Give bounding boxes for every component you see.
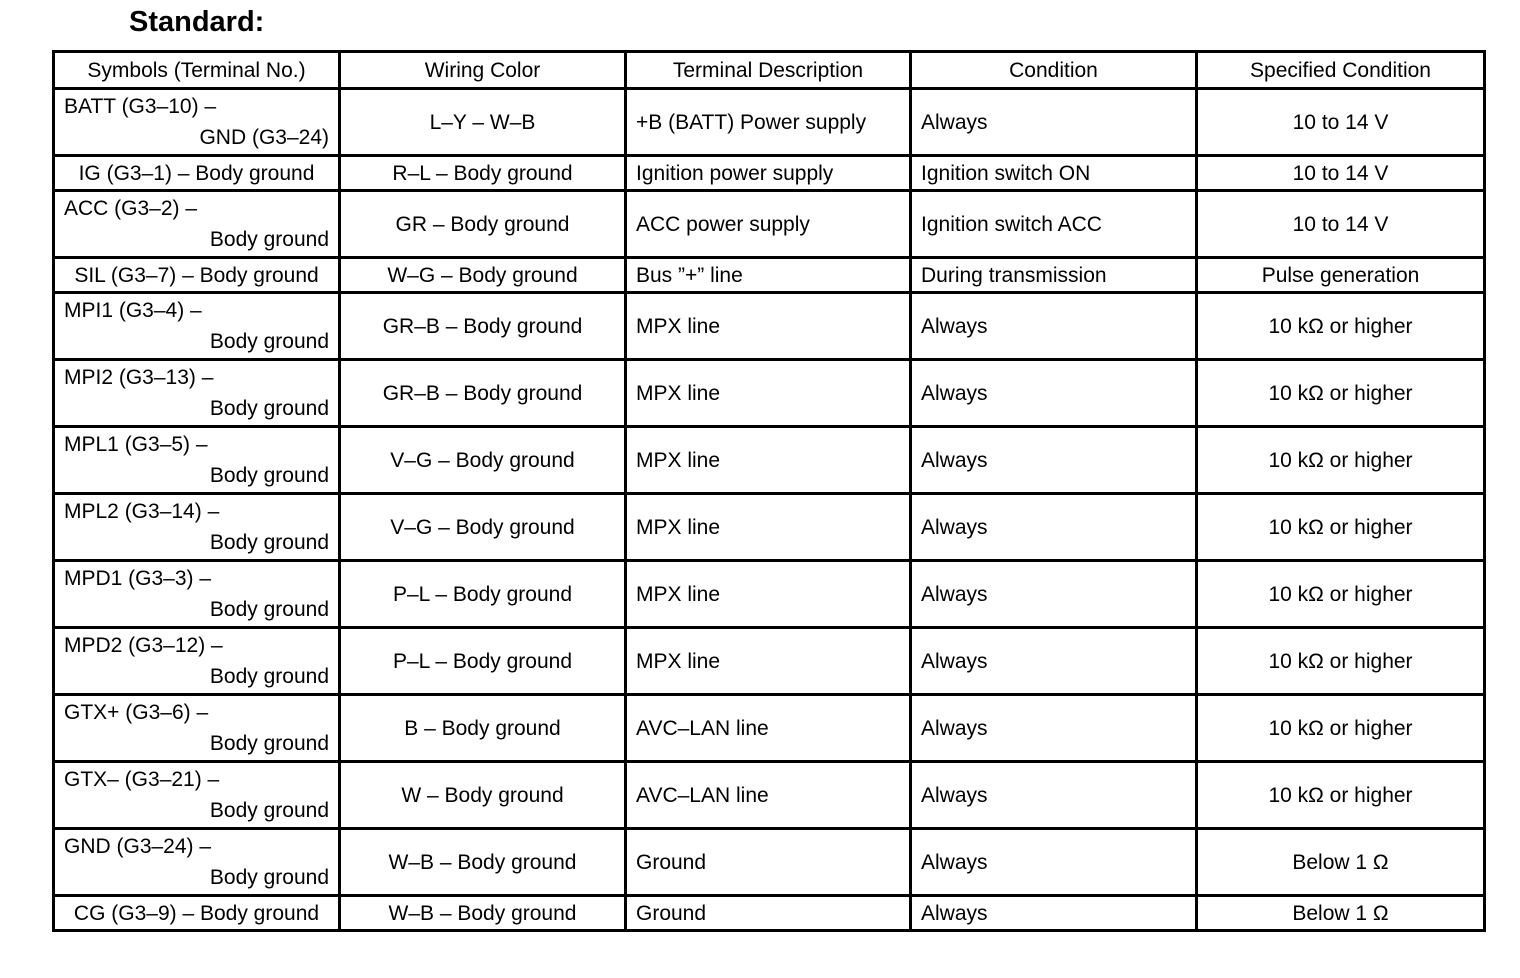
table-row	[54, 89, 1485, 156]
cell-specified-condition: 10 kΩ or higher	[1197, 360, 1485, 427]
cell-symbol	[54, 360, 340, 427]
cell-terminal-description: MPX line	[626, 628, 911, 695]
cell-specified-condition: 10 kΩ or higher	[1197, 628, 1485, 695]
cell-specified-condition: Pulse generation	[1197, 258, 1485, 293]
cell-terminal-description: Ground	[626, 896, 911, 931]
symbol-line-2: Body ground	[209, 598, 329, 621]
cell-wiring-color: W–G – Body ground	[340, 258, 626, 293]
cell-condition: Ignition switch ON	[911, 156, 1197, 191]
cell-wiring-color: GR–B – Body ground	[340, 293, 626, 360]
cell-condition: Always	[911, 293, 1197, 360]
cell-symbol	[54, 191, 340, 258]
symbol-line-1: MPI2 (G3–13) –	[64, 366, 214, 389]
page-title: Standard:	[129, 6, 265, 38]
symbol-line-1: ACC (G3–2) –	[64, 197, 198, 220]
symbol-line-1: MPD2 (G3–12) –	[64, 634, 223, 657]
symbol-line-2: GND (G3–24)	[199, 126, 329, 149]
table-header-row	[54, 52, 1485, 89]
cell-symbol	[54, 258, 340, 293]
cell-condition: Always	[911, 896, 1197, 931]
symbol-line-2: Body ground	[209, 464, 329, 487]
symbol-line-1: GTX– (G3–21) –	[64, 768, 220, 791]
table-row	[54, 191, 1485, 258]
cell-terminal-description: MPX line	[626, 561, 911, 628]
cell-wiring-color: B – Body ground	[340, 695, 626, 762]
symbol-line-2: Body ground	[209, 732, 329, 755]
table-row	[54, 695, 1485, 762]
table-row	[54, 628, 1485, 695]
cell-wiring-color: V–G – Body ground	[340, 427, 626, 494]
cell-condition: Always	[911, 494, 1197, 561]
cell-condition: Always	[911, 829, 1197, 896]
cell-specified-condition: 10 kΩ or higher	[1197, 561, 1485, 628]
cell-symbol	[54, 829, 340, 896]
cell-condition: Always	[911, 628, 1197, 695]
cell-symbol	[54, 695, 340, 762]
column-header-specified-condition: Specified Condition	[1197, 52, 1485, 89]
cell-terminal-description: MPX line	[626, 360, 911, 427]
cell-symbol	[54, 156, 340, 191]
table-row	[54, 293, 1485, 360]
cell-terminal-description: MPX line	[626, 494, 911, 561]
cell-terminal-description: Bus ”+” line	[626, 258, 911, 293]
cell-wiring-color: W – Body ground	[340, 762, 626, 829]
symbol-line-2: Body ground	[209, 397, 329, 420]
cell-wiring-color: GR–B – Body ground	[340, 360, 626, 427]
cell-wiring-color: V–G – Body ground	[340, 494, 626, 561]
table-row	[54, 494, 1485, 561]
table-row	[54, 156, 1485, 191]
cell-specified-condition: 10 kΩ or higher	[1197, 427, 1485, 494]
cell-terminal-description: MPX line	[626, 427, 911, 494]
cell-condition: Ignition switch ACC	[911, 191, 1197, 258]
cell-condition: Always	[911, 762, 1197, 829]
symbol-line-1: MPL2 (G3–14) –	[64, 500, 220, 523]
cell-condition: Always	[911, 360, 1197, 427]
column-header-symbols: Symbols (Terminal No.)	[54, 52, 340, 89]
table-row	[54, 896, 1485, 931]
table-row	[54, 829, 1485, 896]
cell-condition: Always	[911, 561, 1197, 628]
cell-terminal-description: ACC power supply	[626, 191, 911, 258]
cell-symbol	[54, 628, 340, 695]
cell-wiring-color: W–B – Body ground	[340, 829, 626, 896]
cell-symbol	[54, 494, 340, 561]
cell-terminal-description: Ignition power supply	[626, 156, 911, 191]
cell-wiring-color: W–B – Body ground	[340, 896, 626, 931]
cell-condition: Always	[911, 695, 1197, 762]
symbol-line-1: SIL (G3–7) – Body ground	[74, 263, 319, 287]
column-header-wiring-color: Wiring Color	[340, 52, 626, 89]
cell-terminal-description: AVC–LAN line	[626, 695, 911, 762]
column-header-condition: Condition	[911, 52, 1197, 89]
symbol-line-2: Body ground	[209, 665, 329, 688]
table-row	[54, 258, 1485, 293]
symbol-line-1: GND (G3–24) –	[64, 835, 212, 858]
cell-symbol	[54, 293, 340, 360]
cell-symbol	[54, 762, 340, 829]
cell-condition: Always	[911, 89, 1197, 156]
cell-specified-condition: 10 kΩ or higher	[1197, 762, 1485, 829]
cell-specified-condition: 10 kΩ or higher	[1197, 293, 1485, 360]
cell-specified-condition: Below 1 Ω	[1197, 896, 1485, 931]
symbol-line-1: IG (G3–1) – Body ground	[78, 161, 315, 185]
cell-specified-condition: 10 to 14 V	[1197, 89, 1485, 156]
cell-specified-condition: 10 kΩ or higher	[1197, 494, 1485, 561]
symbol-line-1: CG (G3–9) – Body ground	[73, 901, 320, 925]
cell-symbol	[54, 89, 340, 156]
cell-condition: During transmission	[911, 258, 1197, 293]
cell-wiring-color: R–L – Body ground	[340, 156, 626, 191]
symbol-line-1: MPI1 (G3–4) –	[64, 299, 202, 322]
cell-specified-condition: 10 to 14 V	[1197, 191, 1485, 258]
cell-wiring-color: P–L – Body ground	[340, 561, 626, 628]
column-header-terminal-description: Terminal Description	[626, 52, 911, 89]
cell-terminal-description: Ground	[626, 829, 911, 896]
table-row	[54, 360, 1485, 427]
symbol-line-2: Body ground	[209, 799, 329, 822]
symbol-line-2: Body ground	[209, 866, 329, 889]
cell-specified-condition: 10 to 14 V	[1197, 156, 1485, 191]
symbol-line-2: Body ground	[209, 228, 329, 251]
table-row	[54, 427, 1485, 494]
symbol-line-2: Body ground	[209, 330, 329, 353]
cell-wiring-color: L–Y – W–B	[340, 89, 626, 156]
symbol-line-1: MPD1 (G3–3) –	[64, 567, 212, 590]
cell-wiring-color: GR – Body ground	[340, 191, 626, 258]
symbol-line-2: Body ground	[209, 531, 329, 554]
cell-symbol	[54, 561, 340, 628]
terminal-spec-table	[52, 50, 1486, 932]
cell-condition: Always	[911, 427, 1197, 494]
symbol-line-1: BATT (G3–10) –	[64, 95, 217, 118]
symbol-line-1: GTX+ (G3–6) –	[64, 701, 209, 724]
table-row	[54, 762, 1485, 829]
cell-wiring-color: P–L – Body ground	[340, 628, 626, 695]
cell-terminal-description: MPX line	[626, 293, 911, 360]
cell-terminal-description: AVC–LAN line	[626, 762, 911, 829]
cell-terminal-description: +B (BATT) Power supply	[626, 89, 911, 156]
symbol-line-1: MPL1 (G3–5) –	[64, 433, 208, 456]
table-row	[54, 561, 1485, 628]
cell-specified-condition: 10 kΩ or higher	[1197, 695, 1485, 762]
cell-specified-condition: Below 1 Ω	[1197, 829, 1485, 896]
cell-symbol	[54, 427, 340, 494]
cell-symbol	[54, 896, 340, 931]
